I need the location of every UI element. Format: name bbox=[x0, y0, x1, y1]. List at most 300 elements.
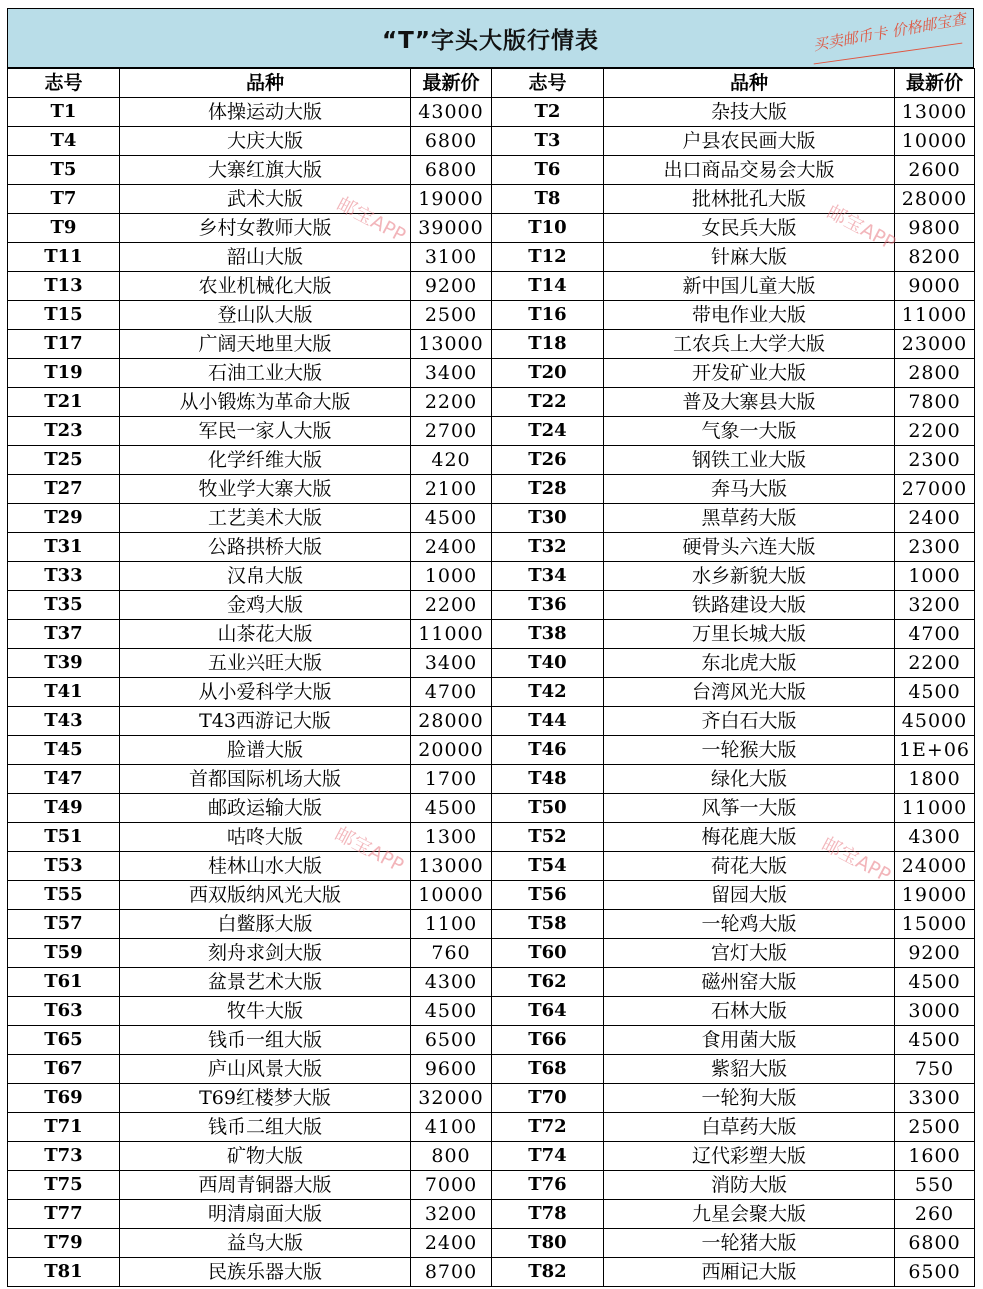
cell-price-right: 3300 bbox=[895, 1084, 975, 1113]
cell-name-right: 东北虎大版 bbox=[604, 649, 895, 678]
table-row bbox=[8, 185, 975, 214]
cell-name-left: 脸谱大版 bbox=[120, 736, 411, 765]
table-row bbox=[8, 127, 975, 156]
cell-price-right: 45000 bbox=[895, 707, 975, 736]
cell-name-left: 广阔天地里大版 bbox=[120, 330, 411, 359]
cell-price-right: 6800 bbox=[895, 1229, 975, 1258]
header-price-right: 最新价 bbox=[895, 69, 975, 98]
cell-code-right: T34 bbox=[492, 562, 604, 591]
cell-price-left: 32000 bbox=[411, 1084, 492, 1113]
cell-code-left: T63 bbox=[8, 997, 120, 1026]
watermark: 邮宝APP bbox=[331, 822, 408, 877]
cell-code-right: T48 bbox=[492, 765, 604, 794]
cell-code-left: T81 bbox=[8, 1258, 120, 1287]
cell-price-right: 11000 bbox=[895, 794, 975, 823]
cell-name-right: 荷花大版 bbox=[604, 852, 895, 881]
cell-name-left: 韶山大版 bbox=[120, 243, 411, 272]
cell-price-right: 1000 bbox=[895, 562, 975, 591]
cell-price-right: 4500 bbox=[895, 1026, 975, 1055]
cell-price-left: 1300 bbox=[411, 823, 492, 852]
cell-name-right: 开发矿业大版 bbox=[604, 359, 895, 388]
cell-price-right: 1600 bbox=[895, 1142, 975, 1171]
table-row bbox=[8, 1229, 975, 1258]
cell-price-right: 260 bbox=[895, 1200, 975, 1229]
cell-name-left: 金鸡大版 bbox=[120, 591, 411, 620]
table-row bbox=[8, 736, 975, 765]
table-row bbox=[8, 823, 975, 852]
cell-price-left: 1000 bbox=[411, 562, 492, 591]
cell-name-right: 梅花鹿大版 bbox=[604, 823, 895, 852]
cell-price-right: 550 bbox=[895, 1171, 975, 1200]
cell-price-right: 24000 bbox=[895, 852, 975, 881]
cell-code-right: T8 bbox=[492, 185, 604, 214]
cell-price-left: 3100 bbox=[411, 243, 492, 272]
table-row bbox=[8, 301, 975, 330]
cell-code-left: T4 bbox=[8, 127, 120, 156]
cell-price-left: 760 bbox=[411, 939, 492, 968]
cell-name-left: 工艺美术大版 bbox=[120, 504, 411, 533]
cell-price-right: 4500 bbox=[895, 968, 975, 997]
cell-name-right: 台湾风光大版 bbox=[604, 678, 895, 707]
table-row bbox=[8, 620, 975, 649]
cell-code-left: T33 bbox=[8, 562, 120, 591]
cell-price-right: 1800 bbox=[895, 765, 975, 794]
cell-code-right: T50 bbox=[492, 794, 604, 823]
cell-name-right: 杂技大版 bbox=[604, 98, 895, 127]
table-row bbox=[8, 504, 975, 533]
table-row bbox=[8, 533, 975, 562]
cell-code-right: T32 bbox=[492, 533, 604, 562]
cell-code-right: T56 bbox=[492, 881, 604, 910]
cell-name-left: 咕咚大版 bbox=[120, 823, 411, 852]
cell-name-left: T69红楼梦大版 bbox=[120, 1084, 411, 1113]
cell-code-right: T82 bbox=[492, 1258, 604, 1287]
cell-code-right: T3 bbox=[492, 127, 604, 156]
cell-name-left: 从小锻炼为革命大版 bbox=[120, 388, 411, 417]
cell-code-left: T59 bbox=[8, 939, 120, 968]
cell-code-right: T70 bbox=[492, 1084, 604, 1113]
cell-code-left: T55 bbox=[8, 881, 120, 910]
cell-code-left: T67 bbox=[8, 1055, 120, 1084]
cell-code-right: T60 bbox=[492, 939, 604, 968]
cell-price-right: 2500 bbox=[895, 1113, 975, 1142]
cell-code-right: T16 bbox=[492, 301, 604, 330]
cell-name-right: 女民兵大版 bbox=[604, 214, 895, 243]
cell-code-left: T21 bbox=[8, 388, 120, 417]
cell-code-right: T10 bbox=[492, 214, 604, 243]
table-row bbox=[8, 156, 975, 185]
cell-price-right: 3200 bbox=[895, 591, 975, 620]
cell-price-left: 6800 bbox=[411, 127, 492, 156]
cell-code-left: T11 bbox=[8, 243, 120, 272]
cell-code-left: T19 bbox=[8, 359, 120, 388]
cell-code-left: T9 bbox=[8, 214, 120, 243]
cell-name-left: T43西游记大版 bbox=[120, 707, 411, 736]
cell-price-left: 1100 bbox=[411, 910, 492, 939]
cell-code-left: T79 bbox=[8, 1229, 120, 1258]
cell-name-left: 桂林山水大版 bbox=[120, 852, 411, 881]
table-row bbox=[8, 388, 975, 417]
cell-name-left: 钱币一组大版 bbox=[120, 1026, 411, 1055]
price-table bbox=[7, 68, 975, 1287]
table-row bbox=[8, 794, 975, 823]
table-row bbox=[8, 272, 975, 301]
cell-code-left: T17 bbox=[8, 330, 120, 359]
cell-price-left: 3400 bbox=[411, 649, 492, 678]
cell-name-right: 磁州窑大版 bbox=[604, 968, 895, 997]
corner-stamp: 买卖邮币卡 价格邮宝查 bbox=[811, 9, 968, 55]
sheet-title: “T”字头大版行情表 bbox=[382, 27, 599, 54]
cell-code-left: T5 bbox=[8, 156, 120, 185]
cell-price-right: 2200 bbox=[895, 649, 975, 678]
cell-code-left: T13 bbox=[8, 272, 120, 301]
cell-name-left: 庐山风景大版 bbox=[120, 1055, 411, 1084]
cell-code-left: T65 bbox=[8, 1026, 120, 1055]
cell-code-left: T45 bbox=[8, 736, 120, 765]
cell-price-right: 3000 bbox=[895, 997, 975, 1026]
cell-code-left: T61 bbox=[8, 968, 120, 997]
cell-name-left: 乡村女教师大版 bbox=[120, 214, 411, 243]
cell-price-left: 7000 bbox=[411, 1171, 492, 1200]
cell-name-right: 石林大版 bbox=[604, 997, 895, 1026]
table-row bbox=[8, 1142, 975, 1171]
cell-price-right: 4700 bbox=[895, 620, 975, 649]
cell-name-right: 西厢记大版 bbox=[604, 1258, 895, 1287]
cell-name-left: 钱币二组大版 bbox=[120, 1113, 411, 1142]
cell-price-left: 1700 bbox=[411, 765, 492, 794]
cell-name-left: 山茶花大版 bbox=[120, 620, 411, 649]
cell-code-right: T18 bbox=[492, 330, 604, 359]
cell-price-right: 4500 bbox=[895, 678, 975, 707]
cell-name-right: 食用菌大版 bbox=[604, 1026, 895, 1055]
cell-name-left: 西双版纳风光大版 bbox=[120, 881, 411, 910]
cell-name-left: 矿物大版 bbox=[120, 1142, 411, 1171]
cell-code-left: T37 bbox=[8, 620, 120, 649]
cell-price-right: 13000 bbox=[895, 98, 975, 127]
cell-code-left: T41 bbox=[8, 678, 120, 707]
cell-code-right: T46 bbox=[492, 736, 604, 765]
cell-name-right: 奔马大版 bbox=[604, 475, 895, 504]
cell-code-right: T76 bbox=[492, 1171, 604, 1200]
cell-name-right: 一轮狗大版 bbox=[604, 1084, 895, 1113]
cell-name-right: 消防大版 bbox=[604, 1171, 895, 1200]
cell-price-left: 13000 bbox=[411, 852, 492, 881]
cell-price-right: 10000 bbox=[895, 127, 975, 156]
header-code-left: 志号 bbox=[8, 69, 120, 98]
cell-name-left: 民族乐器大版 bbox=[120, 1258, 411, 1287]
cell-name-right: 批林批孔大版 bbox=[604, 185, 895, 214]
cell-code-right: T24 bbox=[492, 417, 604, 446]
cell-price-right: 2800 bbox=[895, 359, 975, 388]
cell-name-left: 首都国际机场大版 bbox=[120, 765, 411, 794]
cell-name-left: 军民一家人大版 bbox=[120, 417, 411, 446]
table-row bbox=[8, 417, 975, 446]
cell-name-right: 辽代彩塑大版 bbox=[604, 1142, 895, 1171]
title-bar bbox=[7, 8, 974, 68]
cell-name-left: 明清扇面大版 bbox=[120, 1200, 411, 1229]
cell-price-left: 2700 bbox=[411, 417, 492, 446]
cell-code-right: T40 bbox=[492, 649, 604, 678]
cell-price-left: 8700 bbox=[411, 1258, 492, 1287]
cell-price-left: 10000 bbox=[411, 881, 492, 910]
table-row bbox=[8, 678, 975, 707]
cell-name-left: 刻舟求剑大版 bbox=[120, 939, 411, 968]
cell-code-right: T52 bbox=[492, 823, 604, 852]
cell-price-left: 9600 bbox=[411, 1055, 492, 1084]
table-row bbox=[8, 475, 975, 504]
cell-name-left: 牧业学大寨大版 bbox=[120, 475, 411, 504]
cell-code-left: T7 bbox=[8, 185, 120, 214]
table-row bbox=[8, 446, 975, 475]
cell-name-right: 钢铁工业大版 bbox=[604, 446, 895, 475]
table-row bbox=[8, 881, 975, 910]
cell-price-left: 11000 bbox=[411, 620, 492, 649]
cell-price-right: 23000 bbox=[895, 330, 975, 359]
cell-name-right: 带电作业大版 bbox=[604, 301, 895, 330]
table-row bbox=[8, 939, 975, 968]
cell-code-right: T38 bbox=[492, 620, 604, 649]
cell-code-left: T51 bbox=[8, 823, 120, 852]
cell-price-left: 9200 bbox=[411, 272, 492, 301]
cell-price-right: 11000 bbox=[895, 301, 975, 330]
cell-price-left: 2200 bbox=[411, 591, 492, 620]
cell-name-right: 黑草药大版 bbox=[604, 504, 895, 533]
cell-price-right: 2400 bbox=[895, 504, 975, 533]
cell-price-left: 2500 bbox=[411, 301, 492, 330]
table-row bbox=[8, 1026, 975, 1055]
cell-code-left: T53 bbox=[8, 852, 120, 881]
cell-code-right: T28 bbox=[492, 475, 604, 504]
cell-price-right: 9000 bbox=[895, 272, 975, 301]
cell-price-left: 2400 bbox=[411, 1229, 492, 1258]
cell-code-right: T12 bbox=[492, 243, 604, 272]
cell-code-right: T78 bbox=[492, 1200, 604, 1229]
cell-name-right: 出口商品交易会大版 bbox=[604, 156, 895, 185]
table-row bbox=[8, 330, 975, 359]
cell-name-right: 硬骨头六连大版 bbox=[604, 533, 895, 562]
cell-name-right: 一轮猪大版 bbox=[604, 1229, 895, 1258]
table-row bbox=[8, 910, 975, 939]
cell-code-right: T66 bbox=[492, 1026, 604, 1055]
cell-price-left: 4500 bbox=[411, 997, 492, 1026]
cell-price-left: 43000 bbox=[411, 98, 492, 127]
cell-price-right: 2200 bbox=[895, 417, 975, 446]
table-row bbox=[8, 1055, 975, 1084]
cell-price-right: 2600 bbox=[895, 156, 975, 185]
cell-name-left: 五业兴旺大版 bbox=[120, 649, 411, 678]
watermark: 邮宝APP bbox=[333, 192, 410, 247]
cell-price-right: 7800 bbox=[895, 388, 975, 417]
cell-name-right: 万里长城大版 bbox=[604, 620, 895, 649]
cell-code-left: T27 bbox=[8, 475, 120, 504]
cell-name-right: 铁路建设大版 bbox=[604, 591, 895, 620]
cell-code-left: T39 bbox=[8, 649, 120, 678]
cell-name-left: 从小爱科学大版 bbox=[120, 678, 411, 707]
cell-code-left: T75 bbox=[8, 1171, 120, 1200]
cell-price-left: 13000 bbox=[411, 330, 492, 359]
cell-price-right: 8200 bbox=[895, 243, 975, 272]
table-row bbox=[8, 243, 975, 272]
cell-name-right: 一轮猴大版 bbox=[604, 736, 895, 765]
cell-code-right: T26 bbox=[492, 446, 604, 475]
table-row bbox=[8, 591, 975, 620]
cell-price-left: 39000 bbox=[411, 214, 492, 243]
cell-code-left: T69 bbox=[8, 1084, 120, 1113]
cell-name-right: 齐白石大版 bbox=[604, 707, 895, 736]
cell-code-left: T49 bbox=[8, 794, 120, 823]
cell-code-left: T35 bbox=[8, 591, 120, 620]
cell-price-right: 19000 bbox=[895, 881, 975, 910]
cell-price-left: 3400 bbox=[411, 359, 492, 388]
cell-code-left: T47 bbox=[8, 765, 120, 794]
cell-code-right: T74 bbox=[492, 1142, 604, 1171]
cell-code-right: T30 bbox=[492, 504, 604, 533]
cell-name-right: 普及大寨县大版 bbox=[604, 388, 895, 417]
cell-price-left: 3200 bbox=[411, 1200, 492, 1229]
cell-price-left: 800 bbox=[411, 1142, 492, 1171]
cell-code-right: T58 bbox=[492, 910, 604, 939]
cell-price-left: 19000 bbox=[411, 185, 492, 214]
cell-code-right: T20 bbox=[492, 359, 604, 388]
cell-code-right: T62 bbox=[492, 968, 604, 997]
cell-name-right: 风筝一大版 bbox=[604, 794, 895, 823]
cell-name-left: 邮政运输大版 bbox=[120, 794, 411, 823]
cell-name-left: 登山队大版 bbox=[120, 301, 411, 330]
cell-price-right: 9800 bbox=[895, 214, 975, 243]
cell-name-left: 益鸟大版 bbox=[120, 1229, 411, 1258]
cell-name-right: 气象一大版 bbox=[604, 417, 895, 446]
header-price-left: 最新价 bbox=[411, 69, 492, 98]
cell-name-right: 户县农民画大版 bbox=[604, 127, 895, 156]
cell-code-right: T72 bbox=[492, 1113, 604, 1142]
cell-price-left: 20000 bbox=[411, 736, 492, 765]
header-row bbox=[8, 69, 975, 98]
cell-name-right: 白草药大版 bbox=[604, 1113, 895, 1142]
cell-name-left: 农业机械化大版 bbox=[120, 272, 411, 301]
cell-code-left: T71 bbox=[8, 1113, 120, 1142]
cell-name-left: 牧牛大版 bbox=[120, 997, 411, 1026]
cell-code-right: T80 bbox=[492, 1229, 604, 1258]
cell-price-right: 15000 bbox=[895, 910, 975, 939]
cell-code-left: T31 bbox=[8, 533, 120, 562]
table-row bbox=[8, 1200, 975, 1229]
cell-code-right: T36 bbox=[492, 591, 604, 620]
cell-price-left: 4500 bbox=[411, 794, 492, 823]
cell-name-right: 水乡新貌大版 bbox=[604, 562, 895, 591]
cell-price-left: 4300 bbox=[411, 968, 492, 997]
cell-price-left: 2400 bbox=[411, 533, 492, 562]
cell-name-left: 汉帛大版 bbox=[120, 562, 411, 591]
cell-name-right: 工农兵上大学大版 bbox=[604, 330, 895, 359]
cell-price-left: 2100 bbox=[411, 475, 492, 504]
cell-name-right: 绿化大版 bbox=[604, 765, 895, 794]
cell-code-right: T54 bbox=[492, 852, 604, 881]
cell-name-right: 一轮鸡大版 bbox=[604, 910, 895, 939]
table-row bbox=[8, 707, 975, 736]
price-sheet bbox=[7, 8, 974, 1287]
cell-price-right: 750 bbox=[895, 1055, 975, 1084]
cell-price-left: 4500 bbox=[411, 504, 492, 533]
cell-price-left: 4100 bbox=[411, 1113, 492, 1142]
watermark: 邮宝APP bbox=[823, 200, 900, 255]
cell-code-right: T6 bbox=[492, 156, 604, 185]
watermark: 邮宝APP bbox=[818, 832, 895, 887]
cell-name-left: 体操运动大版 bbox=[120, 98, 411, 127]
cell-code-right: T44 bbox=[492, 707, 604, 736]
cell-price-right: 28000 bbox=[895, 185, 975, 214]
table-row bbox=[8, 997, 975, 1026]
table-row bbox=[8, 765, 975, 794]
cell-name-right: 留园大版 bbox=[604, 881, 895, 910]
cell-price-left: 6800 bbox=[411, 156, 492, 185]
cell-code-right: T64 bbox=[492, 997, 604, 1026]
cell-code-left: T57 bbox=[8, 910, 120, 939]
cell-code-left: T25 bbox=[8, 446, 120, 475]
cell-price-right: 6500 bbox=[895, 1258, 975, 1287]
header-name-left: 品种 bbox=[120, 69, 411, 98]
table-row bbox=[8, 1171, 975, 1200]
cell-name-left: 石油工业大版 bbox=[120, 359, 411, 388]
cell-code-right: T68 bbox=[492, 1055, 604, 1084]
cell-code-left: T77 bbox=[8, 1200, 120, 1229]
cell-code-left: T73 bbox=[8, 1142, 120, 1171]
cell-price-left: 4700 bbox=[411, 678, 492, 707]
cell-name-right: 针麻大版 bbox=[604, 243, 895, 272]
cell-name-left: 白鳖豚大版 bbox=[120, 910, 411, 939]
cell-code-left: T43 bbox=[8, 707, 120, 736]
cell-name-left: 化学纤维大版 bbox=[120, 446, 411, 475]
table-row bbox=[8, 359, 975, 388]
table-row bbox=[8, 1113, 975, 1142]
cell-price-left: 2200 bbox=[411, 388, 492, 417]
cell-code-left: T15 bbox=[8, 301, 120, 330]
table-row bbox=[8, 98, 975, 127]
table-body bbox=[8, 98, 975, 1287]
table-row bbox=[8, 852, 975, 881]
cell-name-left: 大庆大版 bbox=[120, 127, 411, 156]
cell-code-left: T23 bbox=[8, 417, 120, 446]
cell-name-left: 西周青铜器大版 bbox=[120, 1171, 411, 1200]
cell-code-right: T2 bbox=[492, 98, 604, 127]
cell-name-right: 九星会聚大版 bbox=[604, 1200, 895, 1229]
cell-name-right: 宫灯大版 bbox=[604, 939, 895, 968]
cell-price-left: 6500 bbox=[411, 1026, 492, 1055]
cell-code-right: T14 bbox=[492, 272, 604, 301]
cell-price-right: 9200 bbox=[895, 939, 975, 968]
cell-code-right: T22 bbox=[492, 388, 604, 417]
table-row bbox=[8, 968, 975, 997]
cell-name-left: 公路拱桥大版 bbox=[120, 533, 411, 562]
header-name-right: 品种 bbox=[604, 69, 895, 98]
table-row bbox=[8, 1084, 975, 1113]
cell-price-right: 1E+06 bbox=[895, 736, 975, 765]
cell-name-left: 武术大版 bbox=[120, 185, 411, 214]
cell-price-right: 2300 bbox=[895, 533, 975, 562]
cell-code-right: T42 bbox=[492, 678, 604, 707]
table-row bbox=[8, 214, 975, 243]
cell-price-right: 4300 bbox=[895, 823, 975, 852]
header-code-right: 志号 bbox=[492, 69, 604, 98]
cell-price-right: 27000 bbox=[895, 475, 975, 504]
cell-code-left: T29 bbox=[8, 504, 120, 533]
table-row bbox=[8, 562, 975, 591]
cell-price-left: 420 bbox=[411, 446, 492, 475]
cell-code-left: T1 bbox=[8, 98, 120, 127]
table-row bbox=[8, 649, 975, 678]
table-row bbox=[8, 1258, 975, 1287]
cell-price-left: 28000 bbox=[411, 707, 492, 736]
cell-name-left: 盆景艺术大版 bbox=[120, 968, 411, 997]
